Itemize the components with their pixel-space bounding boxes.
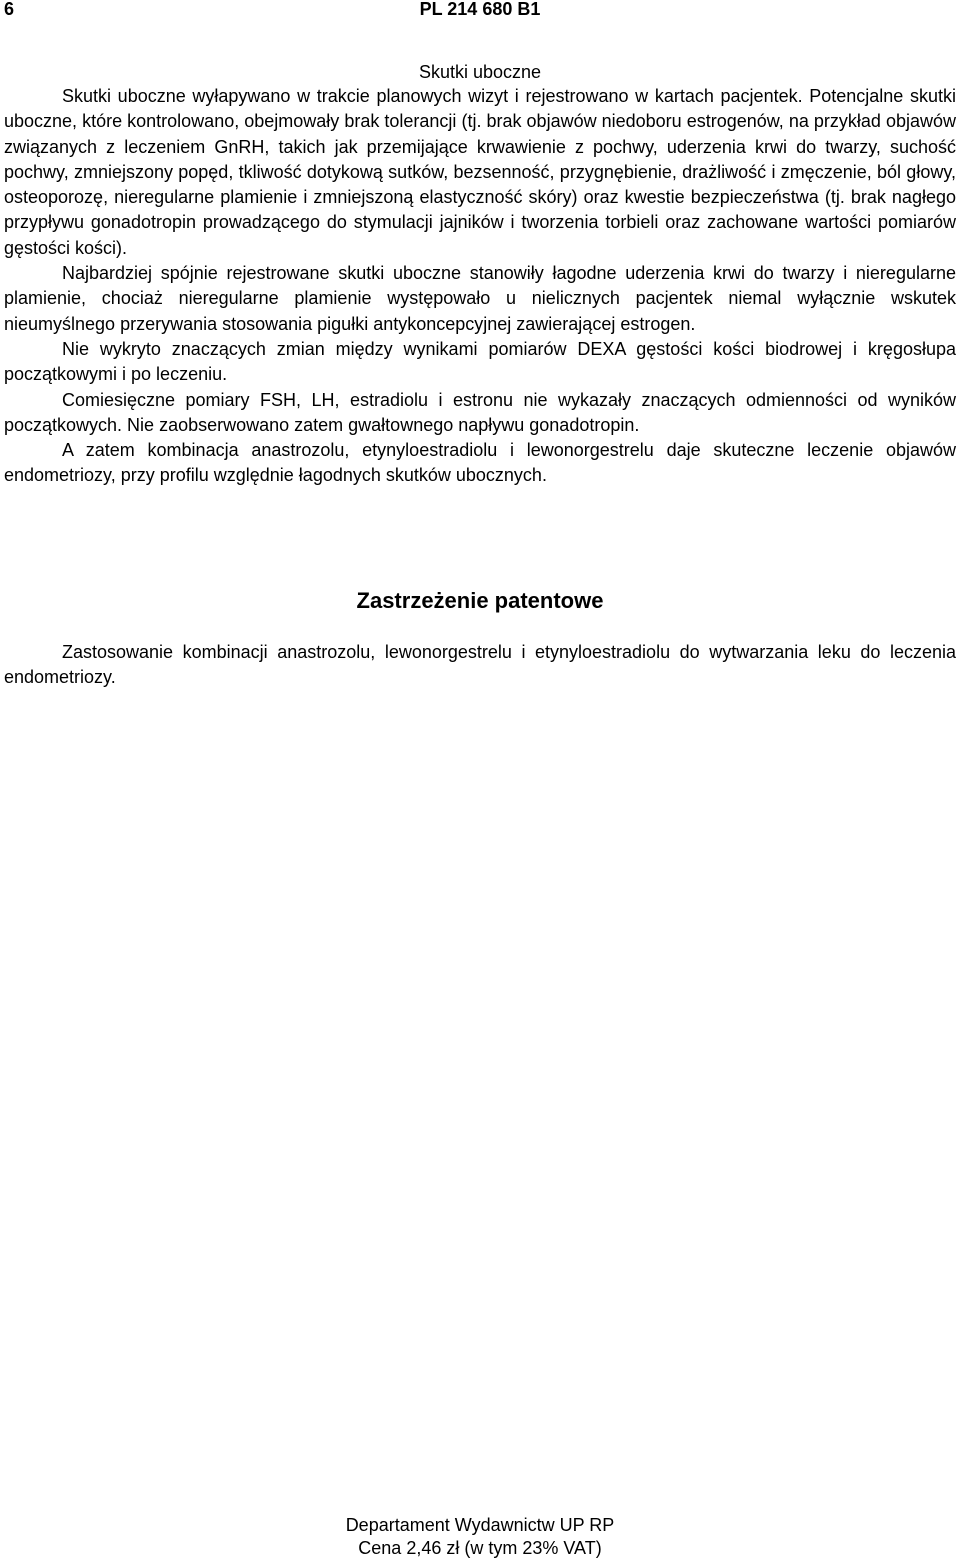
claims-title: Zastrzeżenie patentowe	[356, 588, 604, 613]
price: Cena 2,46 zł (w tym 23% VAT)	[358, 1538, 602, 1558]
paragraph: A zatem kombinacja anastrozolu, etynyloestradiolu i lewonorgestrelu daje skuteczne leczenie objawów endometriozy, przy profilu względnie łagodnych skutków ubocznych.	[4, 440, 956, 486]
section-title: Skutki uboczne	[418, 62, 542, 82]
paragraph: Skutki uboczne wyłapywano w trakcie planowych wizyt i rejestrowano w kartach pacjentek. Potencjalne skutki uboczne, które kontrolowano, obejmowały brak tolerancji (tj. brak objawów niedoboru estrogenów, na przykład objawów związanych z leczeniem GnRH, takich jak przemijające krwawienie z pochwy, uderzenia krwi do twarzy, suchość pochwy, zmniejszony popęd, tkliwość dotykową sutków, bezsenność, przygnębienie, drażliwość i zmęczenie, ból głowy, osteoporozę, nieregularne plamienie i zmniejszoną elastyczność skóry) oraz kwestie bezpieczeństwa (tj. brak nagłego przypływu gonadotropin prowadzącego do stymulacji jajników i tworzenia torbieli oraz zachowane wartości pomiarów gęstości kości).	[4, 86, 956, 258]
document-id: PL 214 680 B1	[419, 0, 541, 19]
paragraph: Nie wykryto znaczących zmian między wynikami pomiarów DEXA gęstości kości biodrowej i kręgosłupa początkowymi i po leczeniu.	[4, 338, 956, 385]
claims-text: Zastosowanie kombinacji anastrozolu, lewonorgestrelu i etynyloestradiolu do wytwarzania leku do leczenia endometriozy.	[4, 642, 956, 688]
paragraph: Najbardziej spójnie rejestrowane skutki uboczne stanowiły łagodne uderzenia krwi do twarzy i nieregularne plamienie, chociaż nieregularne plamienie występowało u nielicznych pacjentek niemal wyłącznie wskutek nieumyślnego przerywania stosowania pigułki antykoncepcyjnej zawierającej estrogen.	[4, 263, 956, 334]
publisher: Departament Wydawnictw UP RP	[345, 1515, 615, 1535]
paragraph: Comiesięczne pomiary FSH, LH, estradiolu i estronu nie wykazały znaczących odmienności od wyników początkowych. Nie zaobserwowano zatem gwałtownego napływu gonadotropin.	[4, 389, 956, 435]
page-footer	[0, 1514, 960, 1560]
side-effects-section	[4, 60, 956, 489]
page-number: 6	[4, 0, 15, 19]
page-header	[0, 0, 960, 24]
